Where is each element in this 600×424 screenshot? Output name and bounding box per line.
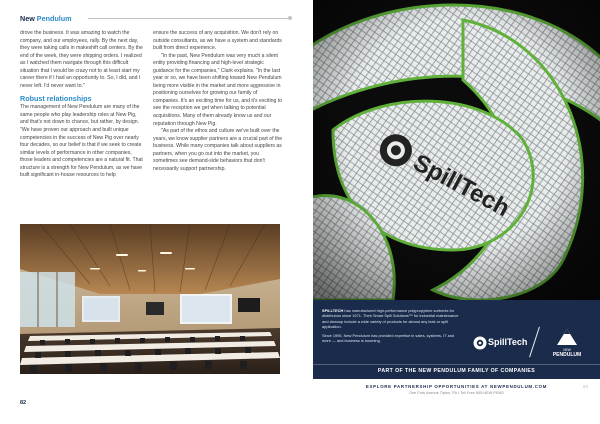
paragraph: "In the past, New Pendulum was very much a silent entity providing financing and high-level strategic guidance for the companies," Clark explains. "In the last year or so, we have been shifting toward New Pendulum being more visible in the market and more aggressive in positioning ourselves for growing our family of companies. It's an exciting time for us, and it's exciting to see the reception we get when talking to potential acquisitions. Many of them already know us and our reputation through New Pig. — [153, 52, 283, 127]
ad-brand-name: SPILLTECH — [322, 308, 344, 313]
header-rule — [88, 18, 290, 19]
page-header — [20, 14, 290, 24]
section-subhead: Robust relationships — [20, 94, 92, 104]
new-pendulum-wordmark-new: NEW — [563, 348, 571, 352]
spilltech-wordmark: SpillTech — [488, 337, 528, 347]
brand-word-new: New — [20, 14, 35, 23]
new-pendulum-logo — [541, 327, 593, 357]
brand-word-pendulum: Pendulum — [36, 14, 72, 23]
page-number: 82 — [20, 400, 27, 406]
address-line: One Pork Avenue Tipton, PA • Toll Free 855-NEW-PEND — [409, 391, 504, 395]
article-column-2 — [153, 30, 283, 173]
paragraph: ensure the success of any acquisition. We don't rely on outside consultants, as we have a system and standards built from direct experience. — [153, 30, 282, 52]
page-number-right: 83 — [583, 384, 588, 389]
article-column-1 — [20, 30, 144, 180]
paragraph: The management of New Pendulum are many of the same people who play leadership roles at New Pig, and that's not down to chance, but rather, by design. "We have proven our approach and built unique competencies in the success of New Pig over nearly four decades, so our belief is that if we seek to create similar levels of performance in other companies, those leaders and competencies are a natural fit. That structure is a strength for New Pendulum, as we have built significant in-house resources to help — [20, 104, 143, 179]
ad-paragraph-1 — [322, 308, 462, 330]
ad-description — [322, 308, 462, 343]
brand-wordmark — [20, 14, 72, 23]
pendulum-mountain-icon — [541, 327, 593, 347]
spilltech-logo — [473, 335, 533, 351]
explore-link-text: EXPLORE PARTNERSHIP OPPORTUNITIES AT NEWPENDULUM.COM — [365, 384, 548, 389]
paragraph: "As part of the ethos and culture we've built over the years, we know supplier partners are a crucial part of the business. While many companies talk about suppliers as partners, when you go out into the market, you sometimes see demand-side behaviors that don't necessarily support partnership. — [153, 128, 283, 172]
ad-footer-rule — [313, 364, 600, 365]
spilltech-logo-icon — [473, 336, 487, 350]
conference-room-photo — [20, 224, 280, 374]
ad-footer-tagline: PART OF THE NEW PENDULUM FAMILY OF COMPANIES — [377, 368, 536, 374]
new-pendulum-wordmark-pendulum: PENDULUM — [552, 352, 582, 358]
spilltech-ad-panel — [313, 300, 600, 379]
ad-text-1: has manufactured high-performance polypropylene sorbents for distributors since 1971. Their Smart Spill Solutions™ for industrial maintenance and cleanup include a wide variety of products for almost any leak or spill application. — [322, 308, 459, 330]
paragraph: drove the business. It was amazing to watch the company, and our employees, rally. By the next day, they were taking calls in makeshift call centers. By the end of the week, they were shipping orders. I realized as I watched them navigate through this difficult situation that I would be crazy not to at least start my career there if I had an opportunity to. So, I did, and I never left. I'd never want to." — [20, 30, 143, 89]
ad-paragraph-2: Since 1995, New Pendulum has provided expertise in sales, systems, IT and more — and business is booming. — [322, 332, 455, 344]
new-pendulum-wordmark — [541, 348, 593, 358]
sorbent-sock-photo — [313, 0, 600, 300]
right-page — [300, 0, 600, 424]
